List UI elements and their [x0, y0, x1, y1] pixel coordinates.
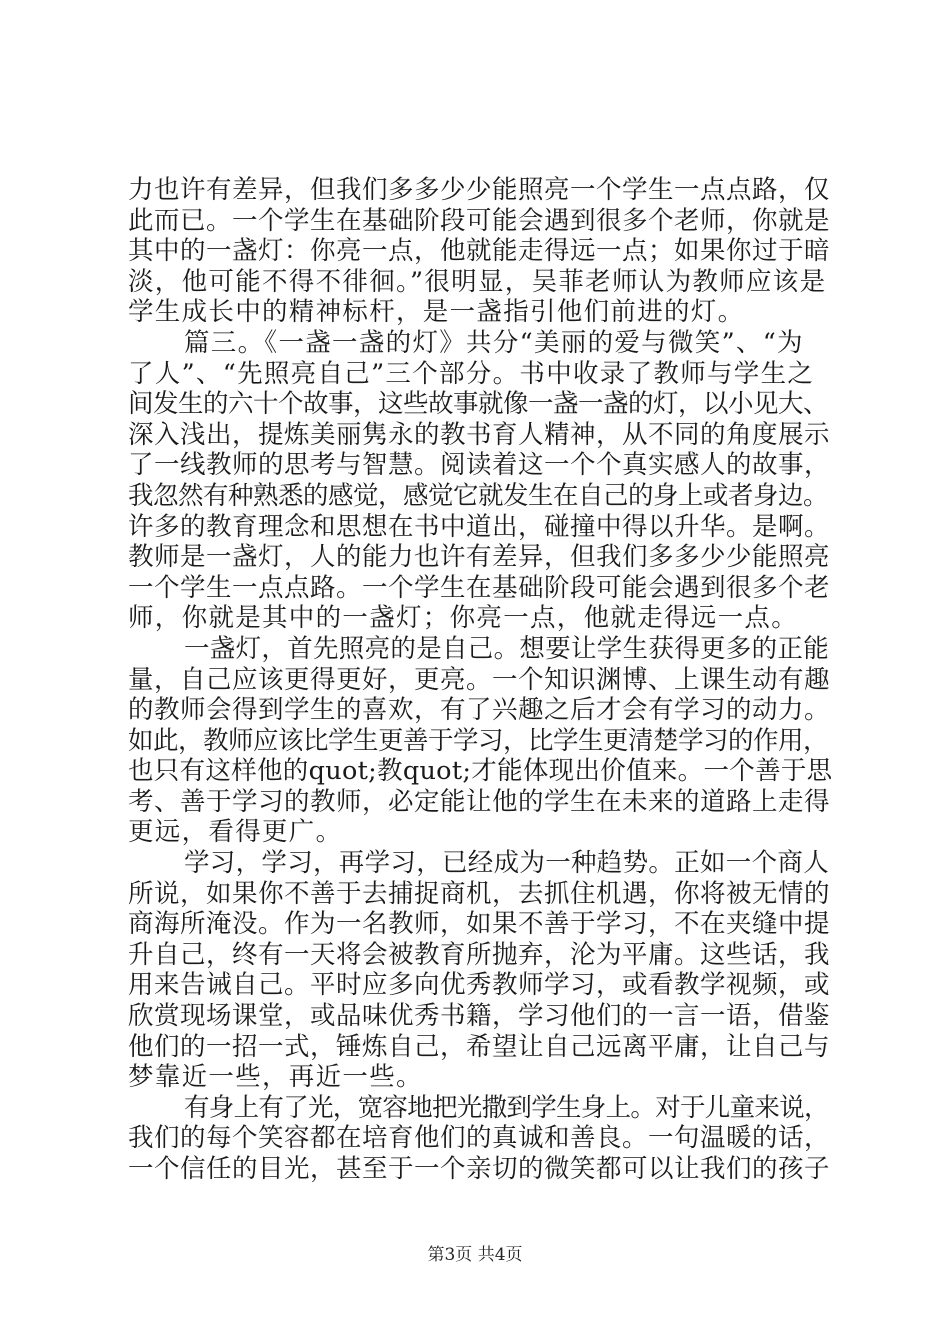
- text-line: 学习，学习，再学习，已经成为一种趋势。正如一个商人: [184, 848, 830, 879]
- text-line: 教师是一盏灯，人的能力也许有差异，但我们多多少少能照亮: [128, 542, 831, 573]
- text-line: 如此，教师应该比学生更善于学习，比学生更清楚学习的作用，: [128, 725, 829, 756]
- text-line: 其中的一盏灯：你亮一点，他就能走得远一点；如果你过于暗: [128, 236, 831, 267]
- text-line: 考、善于学习的教师，必定能让他的学生在未来的道路上走得: [128, 786, 831, 817]
- document-body: [128, 175, 832, 1185]
- text-line: 欣赏现场课堂，或品味优秀书籍，学习他们的一言一语，借鉴: [128, 1001, 831, 1032]
- text-line: 淡，他可能不得不徘徊。”很明显，吴菲老师认为教师应该是: [128, 266, 827, 297]
- text-line: 商海所淹没。作为一名教师，如果不善于学习，不在夹缝中提: [128, 909, 831, 940]
- text-line: 的教师会得到学生的喜欢，有了兴趣之后才会有学习的动力。: [128, 695, 831, 726]
- text-line: 此而已。一个学生在基础阶段可能会遇到很多个老师，你就是: [128, 205, 831, 236]
- text-line: 一个信任的目光，甚至于一个亲切的微笑都可以让我们的孩子: [128, 1154, 831, 1184]
- text-line: 深入浅出，提炼美丽隽永的教书育人精神，从不同的角度展示: [128, 419, 831, 450]
- text-line: 升自己，终有一天将会被教育所抛弃，沦为平庸。这些话，我: [128, 939, 831, 970]
- page-footer: 第3页 共4页: [427, 1245, 523, 1265]
- text-line: 他们的一招一式，锤炼自己，希望让自己远离平庸，让自己与: [128, 1031, 831, 1062]
- text-line: 所说，如果你不善于去捕捉商机，去抓住机遇，你将被无情的: [128, 878, 831, 909]
- text-line: 间发生的六十个故事，这些故事就像一盏一盏的灯，以小见大、: [128, 389, 829, 420]
- text-line: 一盏灯，首先照亮的是自己。想要让学生获得更多的正能: [184, 633, 830, 664]
- text-line: 了人”、“先照亮自己”三个部分。书中收录了教师与学生之: [128, 358, 815, 389]
- text-line: 量，自己应该更得更好，更亮。一个知识渊博、上课生动有趣: [128, 664, 831, 695]
- text-line: 许多的教育理念和思想在书中道出，碰撞中得以升华。是啊。: [128, 511, 831, 542]
- text-line: 也只有这样他的quot;教quot;才能体现出价值来。一个善于思: [128, 756, 833, 787]
- text-line: 力也许有差异，但我们多多少少能照亮一个学生一点点路，仅: [128, 175, 831, 205]
- text-line: 师，你就是其中的一盏灯；你亮一点，他就走得远一点。: [128, 603, 799, 634]
- text-line: 篇三。《一盏一盏的灯》共分“美丽的爱与微笑”、“为: [184, 327, 804, 358]
- text-line: 梦靠近一些，再近一些。: [128, 1062, 423, 1093]
- text-line: 用来告诫自己。平时应多向优秀教师学习，或看教学视频，或: [128, 970, 831, 1001]
- text-line: 我忽然有种熟悉的感觉，感觉它就发生在自己的身上或者身边。: [128, 480, 829, 511]
- text-line: 有身上有了光，宽容地把光撒到学生身上。对于儿童来说，: [184, 1092, 829, 1123]
- text-line: 了一线教师的思考与智慧。阅读着这一个个真实感人的故事，: [128, 450, 831, 481]
- text-line: 一个学生一点点路。一个学生在基础阶段可能会遇到很多个老: [128, 572, 831, 603]
- text-line: 更远，看得更广。: [128, 817, 343, 848]
- text-line: 我们的每个笑容都在培育他们的真诚和善良。一句温暖的话，: [128, 1123, 831, 1154]
- text-line: 学生成长中的精神标杆，是一盏指引他们前进的灯。: [128, 297, 745, 328]
